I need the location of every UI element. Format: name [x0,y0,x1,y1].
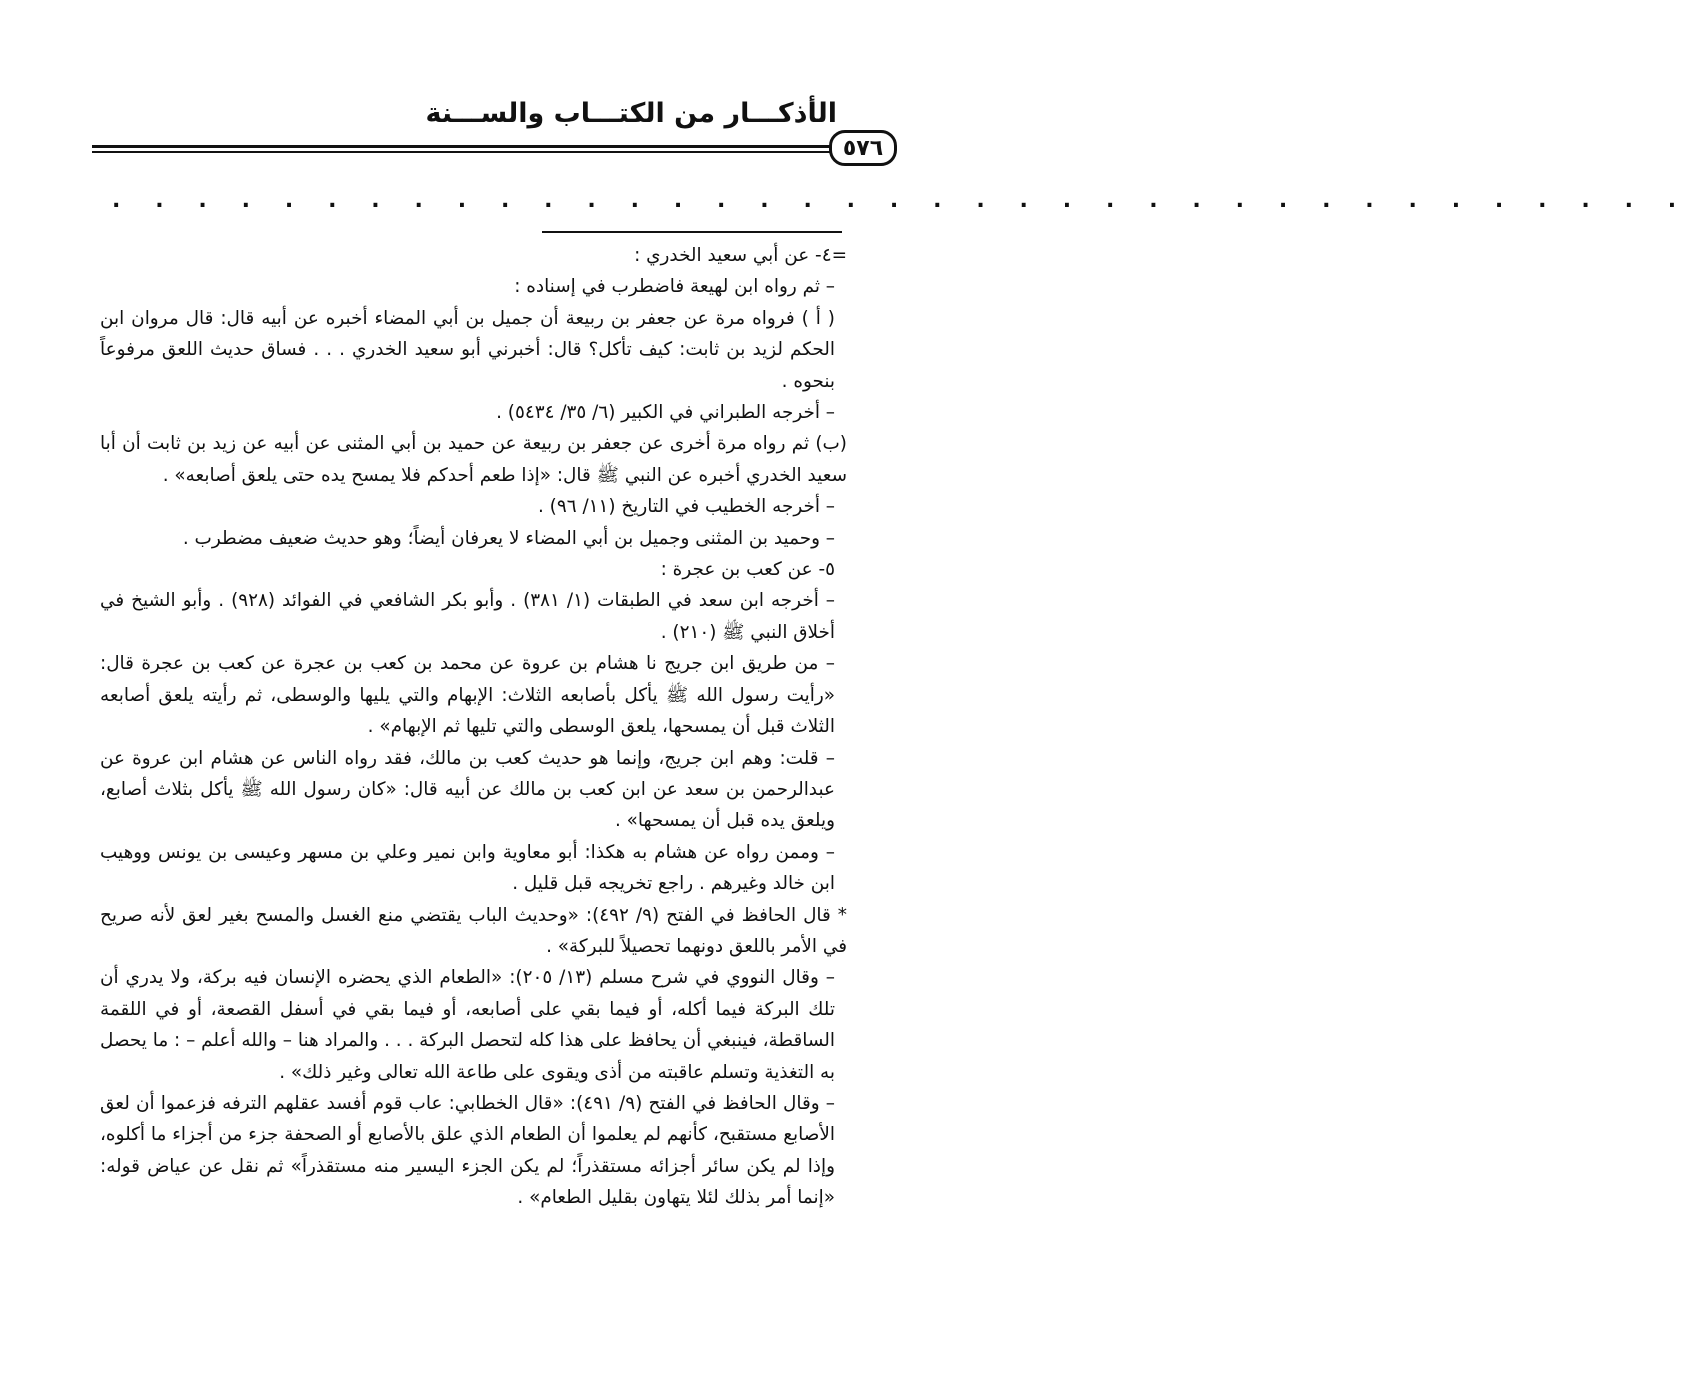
text-line: (ب) ثم رواه مرة أخرى عن جعفر بن ربيعة عن حميد بن أبي المثنى عن أبيه عن زيد بن ثابت أن أبا سعيد الخدري أخبره عن النبي ﷺ قال: «إذا طعم أحدكم فلا يمسح يده حتى يلعق أصابعه» . [100,433,847,486]
text-line: – أخرجه الطبراني في الكبير (٦/ ٣٥/ ٥٤٣٤) . [496,402,835,424]
text-line: – أخرجه ابن سعد في الطبقات (١/ ٣٨١) . وأبو بكر الشافعي في الفوائد (٩٢٨) . وأبو الشيخ في أخلاق النبي ﷺ (٢١٠) . [100,590,835,643]
header-rule-thin [92,152,835,153]
text-line: – وقال النووي في شرح مسلم (١٣/ ٢٠٥): «الطعام الذي يحضره الإنسان فيه بركة، ولا يدري أن تلك البركة فيما أكله، أو فيما بقي على أصابعه، أو فيما بقي في أسفل القصعة، أو في اللقمة الساقطة، فينبغي أن يحافظ على هذا كله لتحصل البركة . . . والمراد هنا – والله أعلم – : ما يحصل به التغذية وتسلم عاقبته من أذى ويقوى على طاعة الله تعالى وغير ذلك» . [100,967,835,1083]
text-line: ( أ ) فرواه مرة عن جعفر بن ربيعة أن جميل بن أبي المضاء أخبره عن أبيه قال: قال مروان ابن الحكم لزيد بن ثابت: كيف تأكل؟ قال: أخبرني أبو سعيد الخدري . . . فساق حديث اللعق مرفوعاً بنحوه . [100,307,835,392]
text-line: =٤- عن أبي سعيد الخدري : [634,245,847,266]
text-line: – قلت: وهم ابن جريج، وإنما هو حديث كعب بن مالك، فقد رواه الناس عن هشام ابن عروة عن عبدالرحمن بن سعد عن ابن كعب بن مالك عن أبيه قال: «كان رسول الله ﷺ يأكل بثلاث أصابع، ويلعق يده قبل أن يمسحها» . [100,747,835,832]
text-line: – وحميد بن المثنى وجميل بن أبي المضاء لا يعرفان أيضاً؛ وهو حديث ضعيف مضطرب . [182,527,835,549]
text-line: * قال الحافظ في الفتح (٩/ ٤٩٢): «وحديث الباب يقتضي منع الغسل والمسح بغير لعق لأنه صريح في الأمر باللعق دونهما تحصيلاً للبركة» . [100,904,848,957]
continuation-dots: . . . . . . . . . . . . . . . . . . . . . . . . . . . . . . . . . . . . . [112,188,1690,213]
footnote-body [100,240,847,1214]
page-number: ٥٧٦ [842,135,884,161]
text-line: – ثم رواه ابن لهيعة فاضطرب في إسناده : [514,276,835,298]
text-line: – من طريق ابن جريج نا هشام بن عروة عن محمد بن كعب بن عجرة عن كعب بن عجرة قال: «رأيت رسول الله ﷺ يأكل بأصابعه الثلاث: الإبهام والتي يليها والوسطى، ثم رأيته يلعق أصابعه الثلاث قبل أن يمسحها، يلعق الوسطى والتي تليها ثم الإبهام» . [100,653,835,738]
running-header-title: الأذكـــار من الكتـــاب والســـنة [425,98,837,129]
header-rule [92,145,835,152]
footnote-separator [542,231,842,233]
text-line: – وممن رواه عن هشام به هكذا: أبو معاوية وابن نمير وعلي بن مسهر وعيسى بن يونس ووهيب ابن خالد وغيرهم . راجع تخريجه قبل قليل . [100,841,835,895]
text-line: ٥- عن كعب بن عجرة : [660,559,835,581]
text-line: – وقال الحافظ في الفتح (٩/ ٤٩١): «قال الخطابي: عاب قوم أفسد عقلهم الترفه فزعموا أن لعق الأصابع مستقبح، كأنهم لم يعلموا أن الطعام الذي علق بالأصابع أو الصحفة جزء من أجزاء ما أكلوه، وإذا لم يكن سائر أجزائه مستقذراً؛ لم يكن الجزء اليسير منه مستقذراً» ثم نقل عن عياض قوله: «إنما أمر بذلك لئلا يتهاون بقليل الطعام» . [100,1092,836,1209]
page-number-badge [829,130,897,166]
text-line: – أخرجه الخطيب في التاريخ (١١/ ٩٦) . [537,496,835,518]
